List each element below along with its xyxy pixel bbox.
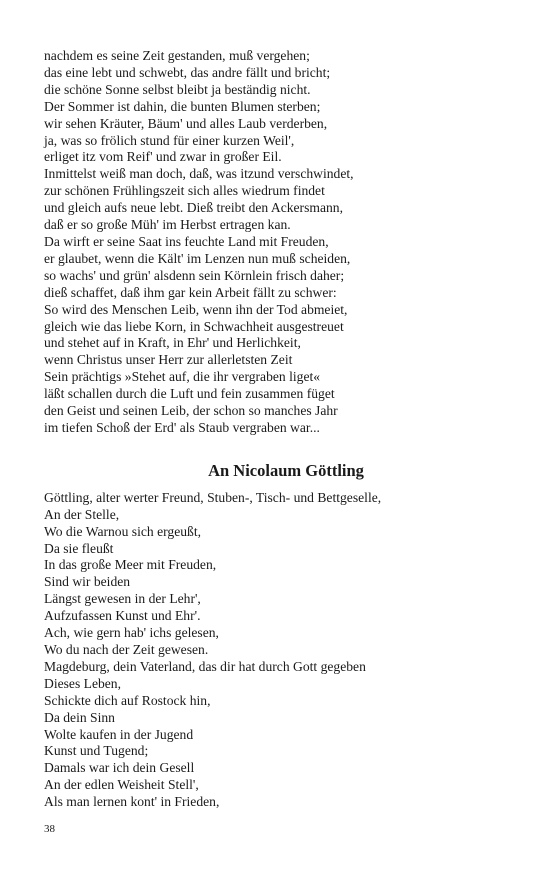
- verse-line: Magdeburg, dein Vaterland, das dir hat durch Gott gegeben: [44, 658, 366, 674]
- verse-line: Sein prächtigs »Stehet auf, die ihr vergraben liget«: [44, 369, 321, 385]
- verse-line: Göttling, alter werter Freund, Stuben-, Tisch- und Bettgeselle,: [44, 489, 382, 505]
- verse-line: Damals war ich dein Gesell: [44, 760, 195, 776]
- verse-line: An der Stelle,: [44, 506, 120, 522]
- verse-line: Da wirft er seine Saat ins feuchte Land mit Freuden,: [44, 233, 329, 249]
- verse-line: erliget itz vom Reif' und zwar in großer Eil.: [44, 149, 282, 165]
- verse-line: und stehet auf in Kraft, in Ehr' und Herlichkeit,: [44, 335, 301, 351]
- verse-line: Längst gewesen in der Lehr',: [44, 591, 201, 607]
- verse-line: wir sehen Kräuter, Bäum' und alles Laub verderben,: [44, 115, 328, 131]
- page-number: 38: [44, 823, 55, 835]
- verse-line: Aufzufassen Kunst und Ehr'.: [44, 608, 201, 624]
- verse-line: das eine lebt und schwebt, das andre fällt und bricht;: [44, 64, 331, 80]
- poem-title: An Nicolaum Göttling: [208, 460, 364, 480]
- poem-body: [44, 490, 514, 811]
- verse-line: Der Sommer ist dahin, die bunten Blumen sterben;: [44, 98, 321, 114]
- verse-line: ja, was so frölich stund für einer kurzen Weil',: [44, 132, 295, 148]
- verse-line: und gleich aufs neue lebt. Dieß treibt den Ackersmann,: [44, 200, 343, 216]
- verse-line: im tiefen Schoß der Erd' als Staub vergraben war...: [44, 419, 320, 435]
- page-content: [44, 48, 514, 811]
- verse-line: zur schönen Frühlingszeit sich alles wiedrum findet: [44, 183, 325, 199]
- verse-line: Da dein Sinn: [44, 709, 115, 725]
- verse-line: Schickte dich auf Rostock hin,: [44, 692, 211, 708]
- verse-line: In das große Meer mit Freuden,: [44, 557, 217, 573]
- verse-line: So wird des Menschen Leib, wenn ihn der Tod abmeiet,: [44, 301, 348, 317]
- poem-continuation: [44, 48, 514, 437]
- verse-line: Sind wir beiden: [44, 574, 131, 590]
- verse-line: Wo du nach der Zeit gewesen.: [44, 642, 209, 657]
- verse-line: er glaubet, wenn die Kält' im Lenzen nun muß scheiden,: [44, 250, 351, 266]
- verse-line: daß er so große Müh' im Herbst ertragen kan.: [44, 217, 291, 233]
- verse-line: so wachs' und grün' alsdenn sein Körnlein frisch daher;: [44, 267, 345, 283]
- verse-line: gleich wie das liebe Korn, in Schwachheit ausgestreuet: [44, 318, 344, 334]
- verse-line: Ach, wie gern hab' ichs gelesen,: [44, 625, 219, 641]
- verse-line: An der edlen Weisheit Stell',: [44, 777, 199, 793]
- verse-line: die schöne Sonne selbst bleibt ja beständig nicht.: [44, 81, 311, 97]
- verse-line: läßt schallen durch die Luft und fein zusammen füget: [44, 386, 335, 402]
- verse-line: Dieses Leben,: [44, 675, 122, 691]
- verse-line: Als man lernen kont' in Frieden,: [44, 794, 220, 810]
- verse-line: wenn Christus unser Herr zur allerletsten Zeit: [44, 352, 293, 368]
- verse-line: Kunst und Tugend;: [44, 743, 149, 759]
- verse-line: dieß schaffet, daß ihm gar kein Arbeit fällt zu schwer:: [44, 284, 337, 300]
- verse-line: Da sie fleußt: [44, 540, 114, 556]
- verse-line: Inmittelst weiß man doch, daß, was itzund verschwindet,: [44, 166, 354, 182]
- verse-line: nachdem es seine Zeit gestanden, muß vergehen;: [44, 48, 310, 63]
- verse-line: Wo die Warnou sich ergeußt,: [44, 523, 201, 539]
- verse-line: den Geist und seinen Leib, der schon so manches Jahr: [44, 403, 338, 419]
- verse-line: Wolte kaufen in der Jugend: [44, 726, 194, 742]
